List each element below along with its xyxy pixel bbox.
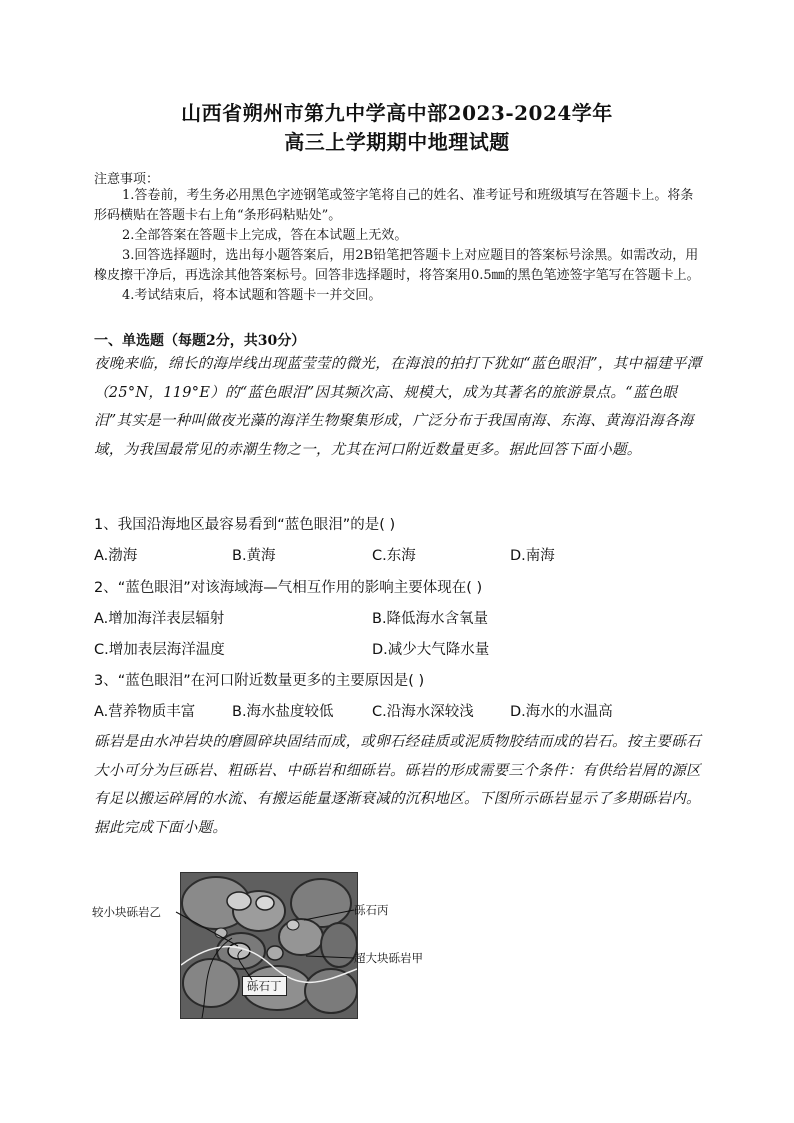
notice-item: 2.全部答案在答题卡上完成，答在本试题上无效。 (122, 228, 408, 243)
question-1-option-d: D.南海 (510, 548, 555, 564)
notice-heading: 注意事项： (94, 172, 160, 187)
reading-passage-2: 砾岩是由水冲岩块的磨圆碎块固结而成，或卵石经硅质或泥质物胶结而成的岩石。按主要砾石大小可分为巨砾岩、粗砾岩、中砾岩和细砾岩。砾岩的形成需要三个条件：有供给岩屑的源区有足以搬运碎屑的水流、有搬运能量逐渐衰减的沉积地区。下图所示砾岩显示了多期砾岩内。据此完成下面小题。 (94, 734, 701, 836)
question-3-option-c: C.沿海水深较浅 (372, 704, 474, 720)
label-gravel-ding: 砾石丁 (242, 976, 287, 996)
exam-title-line2: 高三上学期期中地理试题 (284, 130, 510, 154)
question-2-option-d: D.减少大气降水量 (372, 642, 490, 658)
question-1-stem: 1、我国沿海地区最容易看到“蓝色眼泪”的是( ) (94, 517, 396, 533)
notice-item: 1.答卷前，考生务必用黑色字迹钢笔或签字笔将自己的姓名、准考证号和班级填写在答题卡上。将条形码横贴在答题卡右上角“条形码粘贴处”。 (94, 188, 694, 223)
question-3-option-b: B.海水盐度较低 (232, 704, 334, 720)
label-gravel-bing: 砾石丙 (354, 903, 389, 917)
question-1-option-a: A.渤海 (94, 548, 138, 564)
notice-item: 4.考试结束后，将本试题和答题卡一并交回。 (122, 288, 382, 303)
question-2-option-b: B.降低海水含氧量 (372, 611, 489, 627)
exam-title-line1: 山西省朔州市第九中学高中部2023-2024学年 (181, 101, 613, 125)
question-1-option-c: C.东海 (372, 548, 416, 564)
question-1-option-b: B.黄海 (232, 548, 276, 564)
question-2-stem: 2、“蓝色眼泪”对该海域海—气相互作用的影响主要体现在( ) (94, 580, 483, 596)
section-title: 一、单选题（每题2分，共30分） (94, 333, 306, 349)
question-3-option-d: D.海水的水温高 (510, 704, 613, 720)
question-2-option-a: A.增加海洋表层辐射 (94, 611, 225, 627)
question-2-option-c: C.增加表层海洋温度 (94, 642, 225, 658)
conglomerate-figure (92, 868, 423, 1018)
reading-passage-1: 夜晚来临，绵长的海岸线出现蓝莹莹的微光，在海浪的拍打下犹如“蓝色眼泪”，其中福建平潭（25°N，119°E）的“蓝色眼泪”因其频次高、规模大，成为其著名的旅游景点。“蓝色眼泪”其实是一种叫做夜光藻的海洋生物聚集形成，广泛分布于我国南海、东海、黄海沿海各海域，为我国最常见的赤潮生物之一，尤其在河口附近数量更多。据此回答下面小题。 (94, 356, 702, 458)
label-small-conglomerate-yi: 较小块砾岩乙 (92, 905, 161, 919)
label-large-conglomerate-jia: 超大块砾岩甲 (354, 951, 423, 965)
figure-leader-lines (92, 868, 392, 1018)
notice-item: 3.回答选择题时，选出每小题答案后，用2B铅笔把答题卡上对应题目的答案标号涂黑。如需改动，用橡皮擦干净后，再选涂其他答案标号。回答非选择题时，将答案用0.5㎜的黑色笔迹签字笔写在答题卡上。 (94, 248, 700, 283)
notice-list (94, 186, 700, 306)
question-3-option-a: A.营养物质丰富 (94, 704, 196, 720)
question-3-stem: 3、“蓝色眼泪”在河口附近数量更多的主要原因是( ) (94, 673, 425, 689)
